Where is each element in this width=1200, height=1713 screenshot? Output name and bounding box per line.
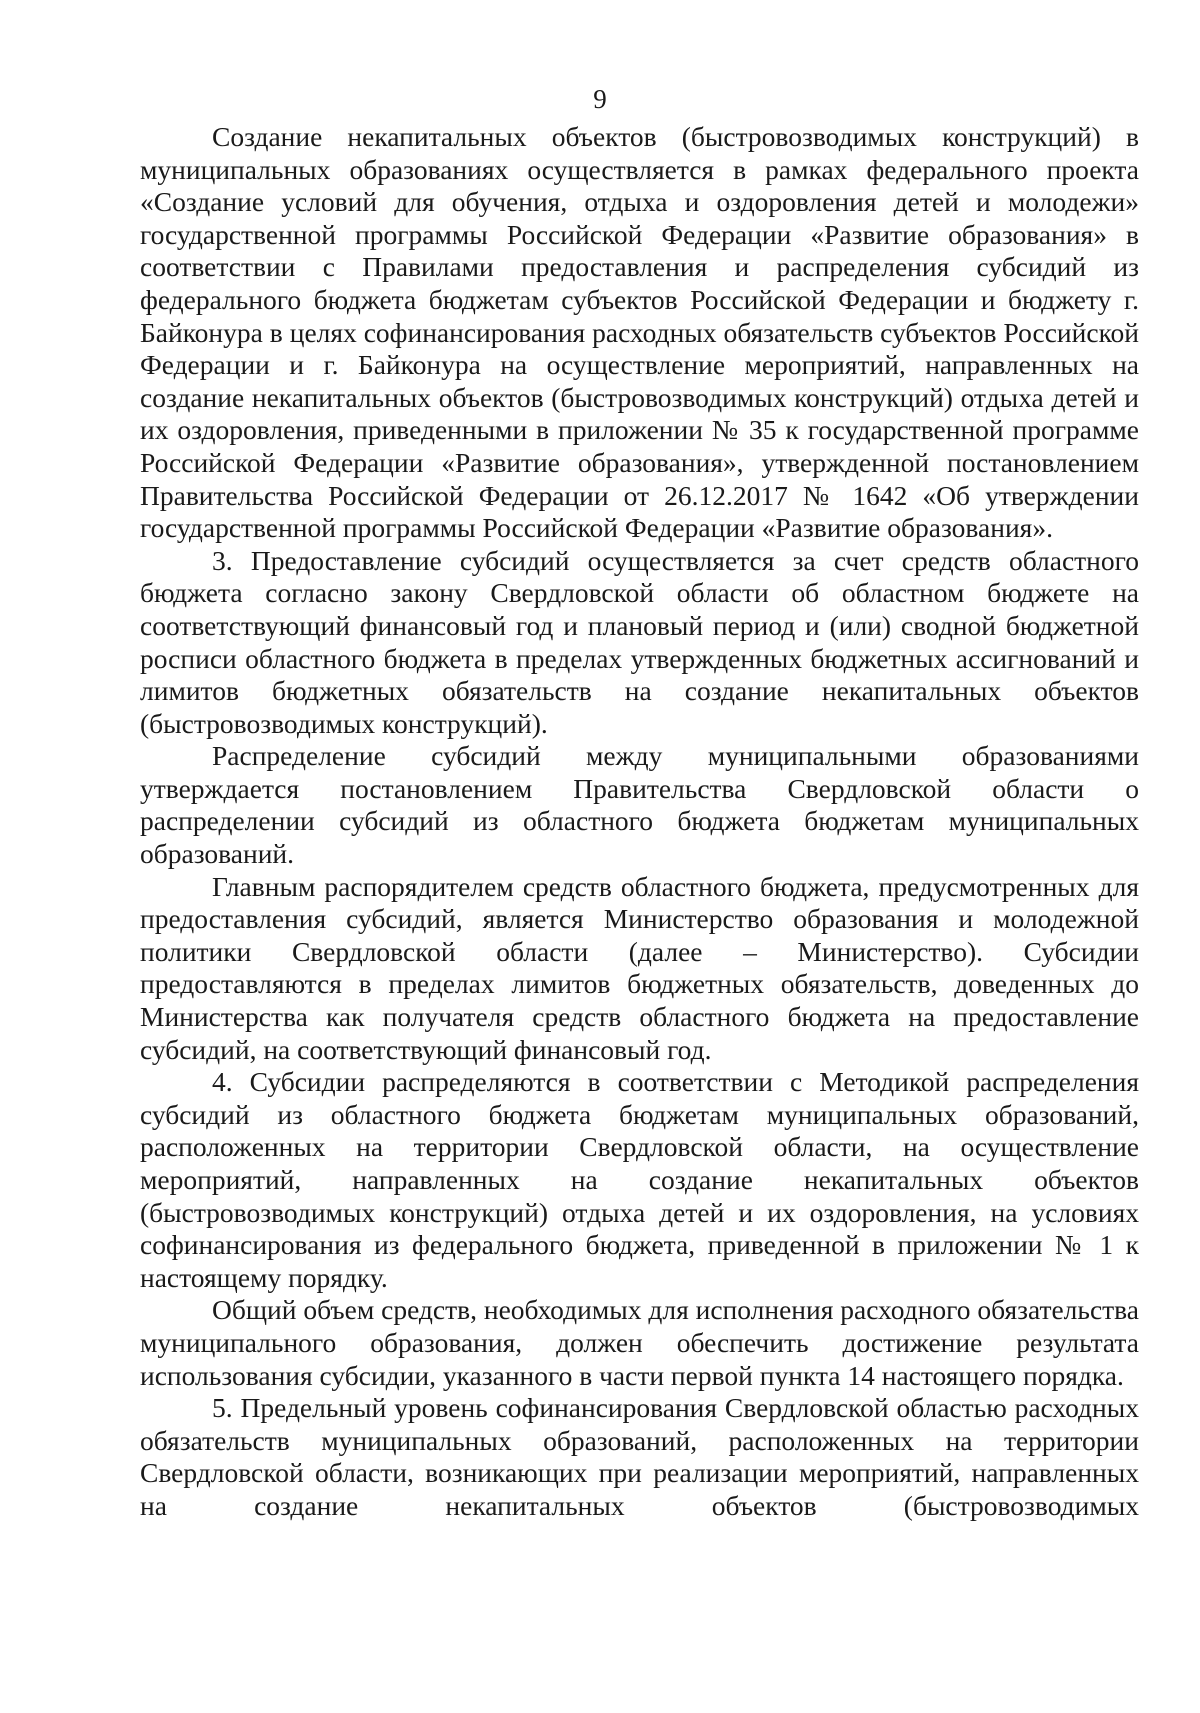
paragraph-distribution: Распределение субсидий между муниципальными образованиями утверждается постановлением Правительства Свердловской области о распределении субсидий из областного бюджета бюджетам муниципальных образований.: [140, 740, 1139, 870]
paragraph-total-volume: Общий объем средств, необходимых для исполнения расходного обязательства муниципального образования, должен обеспечить достижение результата использования субсидии, указанного в части первой пункта 14 настоящего порядка.: [140, 1294, 1139, 1391]
paragraph-chief-administrator: Главным распорядителем средств областного бюджета, предусмотренных для предоставления субсидий, является Министерство образования и молодежной политики Свердловской области (далее – Министерство). Субсидии предоставляются в пределах лимитов бюджетных обязательств, доведенных до Министерства как получателя средств областного бюджета на предоставление субсидий, на соответствующий финансовый год.: [140, 870, 1139, 1065]
page-number: 9: [593, 84, 607, 114]
paragraph-item-4: 4. Субсидии распределяются в соответствии с Методикой распределения субсидий из областного бюджета бюджетам муниципальных образований, расположенных на территории Свердловской области, на осуществление мероприятий, направленных на создание некапитальных объектов (быстровозводимых конструкций) отдыха детей и их оздоровления, на условиях софинансирования из федерального бюджета, приведенной в приложении № 1 к настоящему порядку.: [140, 1066, 1139, 1293]
paragraph-item-3: 3. Предоставление субсидий осуществляется за счет средств областного бюджета согласно закону Свердловской области об областном бюджете на соответствующий финансовый год и плановый период и (или) сводной бюджетной росписи областного бюджета в пределах утвержденных бюджетных ассигнований и лимитов бюджетных обязательств на создание некапитальных объектов (быстровозводимых конструкций).: [140, 544, 1139, 739]
paragraph-intro: Создание некапитальных объектов (быстровозводимых конструкций) в муниципальных образованиях осуществляется в рамках федерального проекта «Создание условий для обучения, отдыха и оздоровления детей и молодежи» государственной программы Российской Федерации «Развитие образования» в соответствии с Правилами предоставления и распределения субсидий из федерального бюджета бюджетам субъектов Российской Федерации и бюджету г. Байконура в целях софинансирования расходных обязательств субъектов Российской Федерации и г. Байконура на осуществление мероприятий, направленных на создание некапитальных объектов (быстровозводимых конструкций) отдыха детей и их оздоровления, приведенными в приложении № 35 к государственной программе Российской Федерации «Развитие образования», утвержденной постановлением Правительства Российской Федерации от 26.12.2017 № 1642 «Об утверждении государственной программы Российской Федерации «Развитие образования».: [140, 121, 1139, 544]
document-body: [140, 121, 1139, 1523]
paragraph-item-5: 5. Предельный уровень софинансирования Свердловской областью расходных обязательств муниципальных образований, расположенных на территории Свердловской области, возникающих при реализации мероприятий, направленных на создание некапитальных объектов (быстровозводимых: [140, 1392, 1139, 1521]
